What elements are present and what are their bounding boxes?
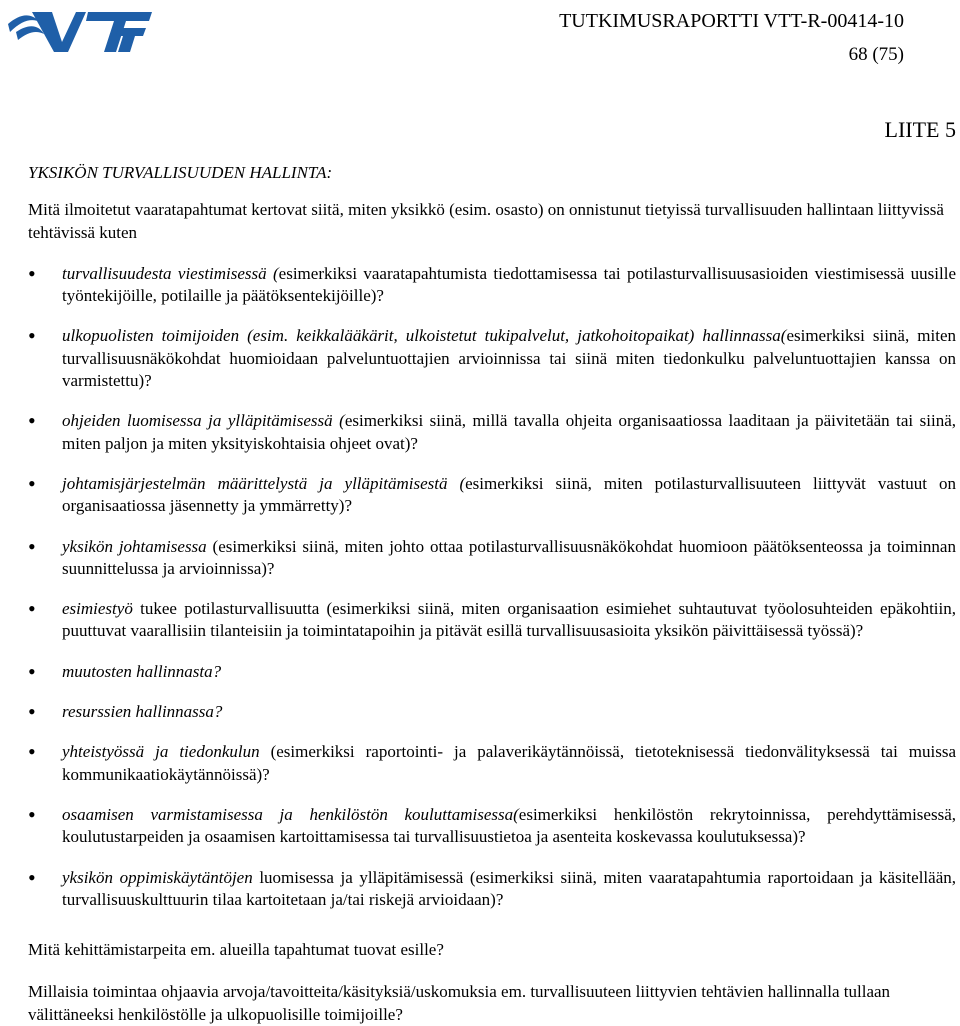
bullet-topic: yksikön johtamisessa: [62, 536, 207, 556]
list-item: [28, 661, 956, 683]
question-development-needs: Mitä kehittämistarpeita em. alueilla tapahtumat tuovat esille?: [28, 940, 444, 960]
bullet-detail: tukee potilasturvallisuutta (esimerkiksi siinä, miten organisaation esimiehet suhtautuvat työolosuhteiden epäkohtiin, puuttuvat vaarallisiin tilanteisiin ja toimintatapoihin ja pitävät esillä turvallisuusasioita yksikön päivittäisessä työssä)?: [62, 599, 956, 641]
bullet-topic: esimiestyö: [62, 599, 133, 619]
vtt-logo: [6, 2, 152, 54]
bullet-detail: esimerkiksi siinä, millä tavalla ohjeita organisaatiossa laaditaan ja päivitetään tai siinä, miten paljon ja miten yksityiskohtaisia ohjeet ovat)?: [62, 411, 956, 453]
list-item: [28, 325, 956, 392]
bullet-topic: yhteistyössä ja tiedonkulun: [62, 742, 260, 762]
bullet-topic: muutosten hallinnasta?: [62, 661, 222, 681]
bullet-topic: turvallisuudesta viestimisessä (: [62, 263, 279, 283]
bullet-list: [28, 263, 956, 911]
bullet-detail: luomisessa ja ylläpitämisessä (esimerkiksi siinä, miten vaaratapahtumia raportoidaan ja käsitellään, turvallisuuskulttuurin tilaa kartoitetaan ja/tai riskejä arvioidaan)?: [62, 867, 956, 909]
list-item: [28, 598, 956, 643]
bullet-detail: esimerkiksi siinä, miten potilasturvallisuuteen liittyvät vastuut on organisaatiossa jäsennetty ja ymmärretty)?: [62, 473, 956, 516]
bullet-detail: (esimerkiksi siinä, miten johto ottaa potilasturvallisuusnäkökohdat huomioon päätöksenteossa ja toiminnan suunnittelussa ja arvioinnissa)?: [62, 536, 956, 578]
bullet-topic: osaamisen varmistamisessa ja henkilöstön kouluttamisessa(: [62, 804, 519, 824]
bullet-detail: (esimerkiksi raportointi- ja palaverikäytännöissä, tietoteknisessä tiedonvälityksessä tai muissa kommunikaatiokäytännöissä)?: [62, 742, 956, 784]
list-item: [28, 263, 956, 308]
list-item: [28, 867, 956, 912]
document-body: [28, 162, 956, 1026]
list-item: [28, 701, 956, 723]
page-number: 68 (75): [848, 44, 904, 65]
bullet-topic: ulkopuolisten toimijoiden (esim. keikkalääkärit, ulkoistetut tukipalvelut, jatkohoitopaikat) hallinnassa(: [62, 326, 787, 346]
bullet-topic: resurssien hallinnassa?: [62, 702, 223, 722]
list-item: [28, 410, 956, 455]
question-values: Millaisia toimintaa ohjaavia arvoja/tavoitteita/käsityksiä/uskomuksia em. turvallisuuteen liittyvien tehtävien hallinnalla tullaan välittäneeksi henkilöstölle ja ulkopuolisille toimijoille?: [28, 982, 891, 1024]
section-heading: YKSIKÖN TURVALLISUUDEN HALLINTA:: [28, 163, 333, 182]
list-item: [28, 741, 956, 786]
report-id: TUTKIMUSRAPORTTI VTT-R-00414-10: [559, 10, 904, 32]
list-item: [28, 804, 956, 849]
bullet-topic: yksikön oppimiskäytäntöjen: [62, 867, 253, 887]
bullet-detail: esimerkiksi siinä, miten turvallisuusnäkökohdat huomioidaan palveluntuottajien arvioinnissa tai siinä miten tiedonkulku palveluntuottajien kanssa on varmistettu)?: [62, 326, 956, 391]
list-item: [28, 536, 956, 581]
appendix-label: LIITE 5: [884, 117, 956, 142]
bullet-detail: esimerkiksi henkilöstön rekrytoinnissa, perehdyttämisessä, koulutustarpeiden ja osaamisen kartoittamisessa tai turvallisuustietoa ja asenteita koskevassa koulutuksessa)?: [62, 804, 956, 847]
intro-paragraph: Mitä ilmoitetut vaaratapahtumat kertovat siitä, miten yksikkö (esim. osasto) on onnistunut tietyissä turvallisuuden hallintaan liittyvissä tehtävissä kuten: [28, 200, 944, 242]
list-item: [28, 473, 956, 518]
bullet-topic: ohjeiden luomisessa ja ylläpitämisessä (: [62, 411, 345, 431]
bullet-topic: johtamisjärjestelmän määrittelystä ja ylläpitämisestä (: [62, 473, 466, 493]
bullet-detail: esimerkiksi vaaratapahtumista tiedottamisessa tai potilasturvallisuusasioiden viestimisessä uusille työntekijöille, potilaille ja päätöksentekijöille)?: [62, 263, 956, 306]
